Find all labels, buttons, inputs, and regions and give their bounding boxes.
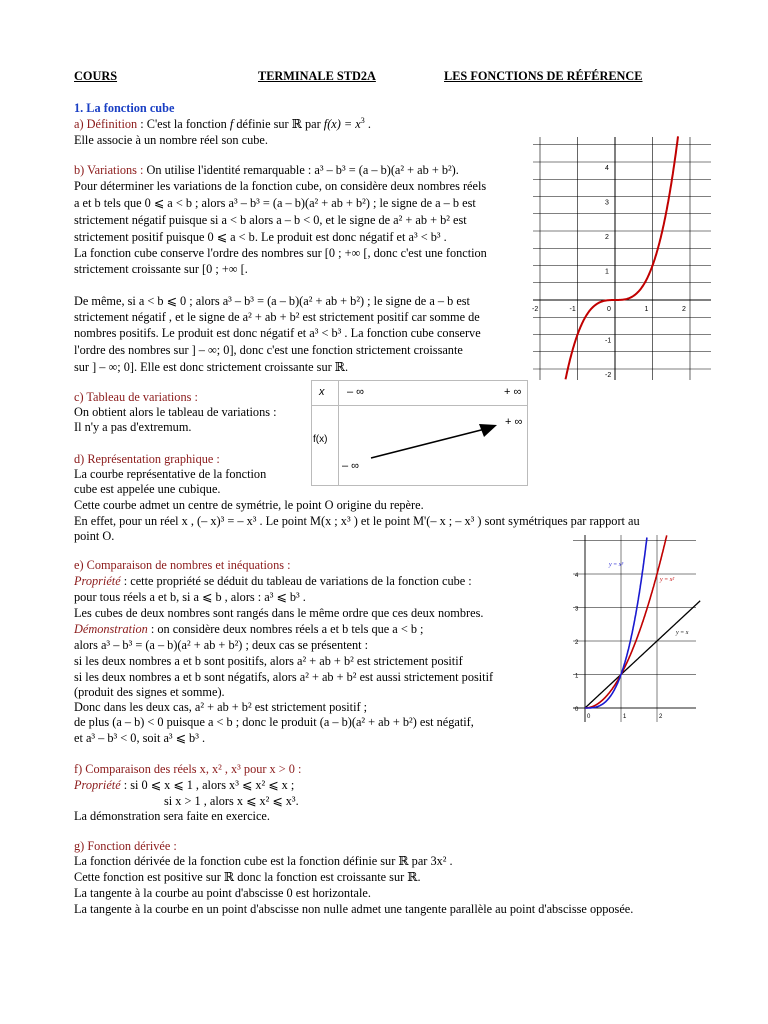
table-f-plus-inf: + ∞ <box>505 416 523 428</box>
variations-line-7: strictement croissante sur [0 ; +∞ [. <box>74 262 248 276</box>
comparaison-line-3: Les cubes de deux nombres sont rangés dans le même ordre que ces deux nombres. <box>74 606 484 620</box>
definition-label: a) Définition <box>74 117 138 131</box>
comparaison-line-11: et a³ – b³ < 0, soit a³ ⩽ b³ . <box>74 731 206 745</box>
identity-line <box>585 601 700 708</box>
y-tick-label: 1 <box>575 673 579 680</box>
variations-line-8: De même, si a < b ⩽ 0 ; alors a³ – b³ = (a – b)(a² + ab + b²) ; le signe de a – b est <box>74 294 470 308</box>
y-tick-label: 1 <box>605 268 609 276</box>
comp-reels-line-2: si x > 1 , alors x ⩽ x² ⩽ x³. <box>164 794 299 808</box>
comparaison-label: e) Comparaison de nombres et inéquations : <box>74 558 291 572</box>
table-plus-inf: + ∞ <box>504 386 522 398</box>
table-minus-inf: – ∞ <box>347 386 365 398</box>
x-tick-label: -1 <box>569 306 576 313</box>
label-identity: y = x <box>676 630 689 636</box>
x-tick-label: 1 <box>644 306 649 313</box>
y-tick-label: 0 <box>575 707 579 713</box>
graph-line-1: La courbe représentative de la fonction <box>74 467 267 481</box>
variations-line-12: sur ] – ∞; 0]. Elle est donc strictement croissante sur ℝ. <box>74 360 349 374</box>
graph-line-3: Cette courbe admet un centre de symétrie, le point O origine du repère. <box>74 498 424 512</box>
y-tick-label: 3 <box>575 606 579 613</box>
table-fx-label: f(x) <box>313 434 328 445</box>
arrow-head-icon <box>479 424 497 437</box>
square-curve <box>585 535 667 708</box>
variations-line-6: La fonction cube conserve l'ordre des nombres sur [0 ; +∞ [, donc c'est une fonction <box>74 246 487 260</box>
x-tick-label: -2 <box>532 306 539 313</box>
y-tick-label: 2 <box>575 640 579 646</box>
variations-line-1: b) Variations : On utilise l'identité remarquable : a³ – b³ = (a – b)(a² + ab + b²). <box>74 163 459 177</box>
derivee-line-1: La fonction dérivée de la fonction cube est la fonction définie sur ℝ par 3x² . <box>74 854 453 868</box>
x-tick-label: 2 <box>682 306 686 313</box>
comparaison-line-7: si les deux nombres a et b sont négatifs, alors a² + ab + b² est aussi strictement positif <box>74 670 494 684</box>
derivee-line-3: La tangente à la courbe au point d'abscisse 0 est horizontale. <box>74 886 371 900</box>
variations-line-9: strictement négatif , et le signe de a² + ab + b² est strictement positif car somme de <box>74 310 480 324</box>
variations-line-3: a et b tels que 0 ⩽ a < b ; alors a³ – b³ = (a – b)(a² + ab + b²) ; le signe de a – b est <box>74 196 476 210</box>
y-tick-label: 4 <box>575 573 579 579</box>
graph-label: d) Représentation graphique : <box>74 452 220 466</box>
label-square: y = x² <box>660 577 675 583</box>
graph-line-5: point O. <box>74 529 115 543</box>
variation-table <box>311 380 528 486</box>
cube-curve <box>566 136 679 379</box>
table-x-label: x <box>319 386 325 398</box>
comparaison-line-6: si les deux nombres a et b sont positifs, alors a² + ab + b² est strictement positif <box>74 654 463 668</box>
comparaison-line-8: (produit des signes et somme). <box>74 685 225 699</box>
header-cours: COURS <box>74 69 118 83</box>
x-tick-label: 0 <box>587 714 591 720</box>
header-sujet: LES FONCTIONS DE RÉFÉRENCE <box>444 69 643 83</box>
variations-line-4: strictement négatif puisque si a < b alors a – b < 0, et le signe de a² + ab + b² est <box>74 213 467 227</box>
variations-line-2: Pour déterminer les variations de la fonction cube, on considère deux nombres réels <box>74 179 487 193</box>
graph-line-2: cube est appelée une cubique. <box>74 482 221 496</box>
derivee-line-2: Cette fonction est positive sur ℝ donc la fonction est croissante sur ℝ. <box>74 870 421 884</box>
variations-line-5: strictement positif puisque 0 ⩽ a < b. Le produit est donc négatif et a³ < b³ . <box>74 230 447 244</box>
comp-reels-line-3: La démonstration sera faite en exercice. <box>74 809 270 823</box>
increasing-arrow <box>371 428 489 458</box>
graph-line-4: En effet, pour un réel x , (– x)³ = – x³ . Le point M(x ; x³ ) et le point M'(– x ; – x³ ) sont symétriques par rapport au <box>74 514 640 528</box>
table-f-minus-inf: – ∞ <box>342 460 360 472</box>
variations-line-11: l'ordre des nombres sur ] – ∞; 0], donc c'est une fonction strictement croissante <box>74 343 463 357</box>
x-tick-label: 1 <box>623 714 627 720</box>
y-tick-label: 4 <box>605 165 609 172</box>
y-tick-label: -2 <box>605 372 612 379</box>
tableau-label: c) Tableau de variations : <box>74 390 198 404</box>
y-tick-label: 3 <box>605 199 609 207</box>
comp-reels-prop: Propriété : si 0 ⩽ x ⩽ 1 , alors x³ ⩽ x² ⩽ x ; <box>74 778 295 792</box>
comparaison-line-10: de plus (a – b) < 0 puisque a < b ; donc le produit (a – b)(a² + ab + b²) est négatif, <box>74 715 474 729</box>
comparison-graph <box>573 535 696 722</box>
y-tick-label: 2 <box>605 234 609 241</box>
header-niveau: TERMINALE STD2A <box>258 69 376 83</box>
comparaison-line-5: alors a³ – b³ = (a – b)(a² + ab + b²) ; deux cas se présentent : <box>74 638 369 652</box>
cube-function-graph <box>533 137 711 380</box>
y-tick-label: -1 <box>605 337 612 345</box>
label-cube: y = x³ <box>609 562 624 568</box>
definition-line: a) Définition : C'est la fonction f définie sur ℝ par $f(x) = x^3$ . <box>74 115 371 131</box>
comparaison-line-9: Donc dans les deux cas, a² + ab + b² est strictement positif ; <box>74 700 368 714</box>
comp-reels-label: f) Comparaison des réels x, x² , x³ pour x > 0 : <box>74 762 302 776</box>
comparaison-demo: Démonstration : on considère deux nombres réels a et b tels que a < b ; <box>74 622 424 636</box>
derivee-label: g) Fonction dérivée : <box>74 839 177 853</box>
variations-line-10: nombres positifs. Le produit est donc négatif et a³ < b³ . La fonction cube conserve <box>74 326 481 340</box>
x-tick-label: 2 <box>659 714 663 720</box>
definition-line-2: Elle associe à un nombre réel son cube. <box>74 133 268 147</box>
comparaison-prop: Propriété : cette propriété se déduit du tableau de variations de la fonction cube : <box>74 574 472 588</box>
section-title: 1. La fonction cube <box>74 101 175 115</box>
derivee-line-4: La tangente à la courbe en un point d'abscisse non nulle admet une tangente parallèle au point d'abscisse opposée. <box>74 902 634 916</box>
x-tick-label: 0 <box>607 306 611 313</box>
comparaison-line-2: pour tous réels a et b, si a ⩽ b , alors : a³ ⩽ b³ . <box>74 590 306 604</box>
tableau-line-1: On obtient alors le tableau de variations : <box>74 405 277 419</box>
tableau-line-2: Il n'y a pas d'extremum. <box>74 420 192 434</box>
